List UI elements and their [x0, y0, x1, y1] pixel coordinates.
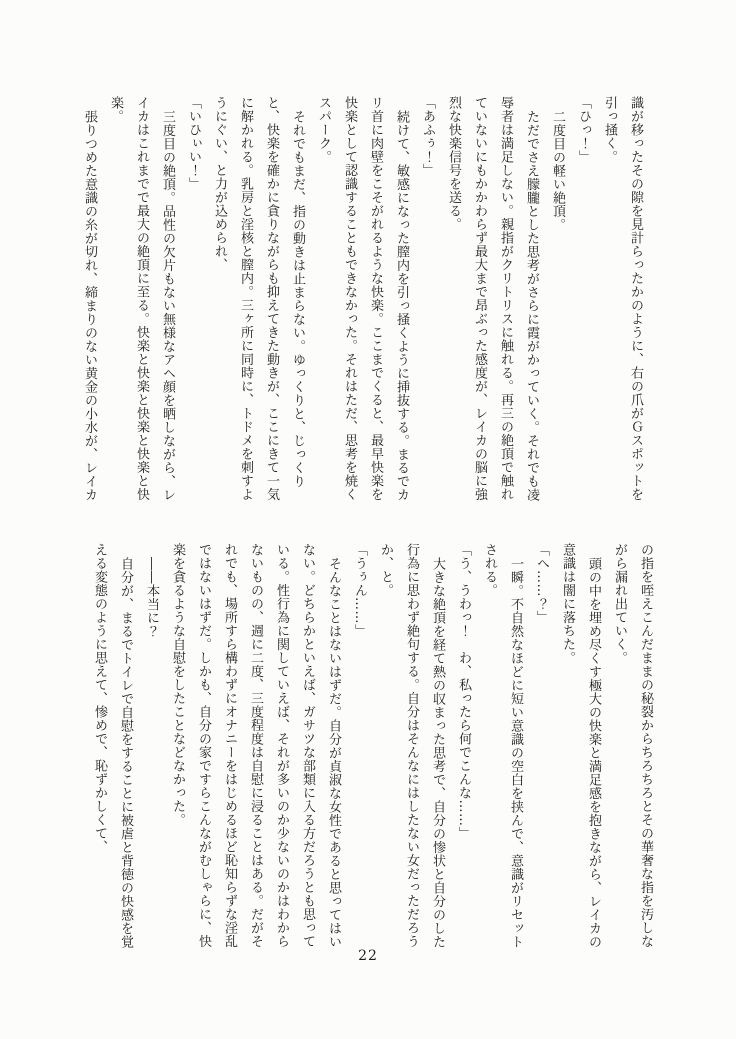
text-line: 自分が、まるでトイレで自慰をすることに被虐と背徳の快感を覚 — [118, 556, 133, 948]
text-line: イカはこれまでで最大の絶頂に至る。快楽と快楽と快楽と快楽と快 — [134, 96, 149, 501]
text-line: 「いひぃい！」 — [186, 96, 201, 191]
text-line: 三度目の絶頂。品性の欠片もない無様なアヘ顔を晒しながら、レ — [160, 109, 175, 501]
text-line: 引っ掻く。 — [602, 96, 617, 164]
text-block-top — [76, 96, 648, 528]
text-line: ただでさえ朦朧とした思考がさらに霞がかっていく。それでも凌 — [524, 109, 539, 501]
text-line: そんなことはないはずだ。自分が貞淑な女性であると思ってはい — [326, 556, 341, 948]
text-line: 烈な快楽信号を送る。 — [446, 96, 461, 231]
text-line: される。 — [482, 543, 497, 597]
text-line: 頭の中を埋め尽くす極大の快楽と満足感を抱きながら、レイカの — [586, 556, 601, 948]
text-line: 「ひっ！」 — [576, 96, 591, 164]
text-line: がら漏れ出ていく。 — [612, 543, 627, 665]
text-line: 「うぅん……」 — [352, 543, 367, 638]
text-line: 一瞬。不自然なほどに短い意識の空白を挟んで、意識がリセット — [508, 556, 523, 948]
text-line: 意識は闇に落ちた。 — [560, 543, 575, 665]
text-line: ない。どちらかといえば、ガサツな部類に入る方だろうとも思って — [300, 543, 315, 948]
text-line: 楽。 — [108, 96, 123, 123]
text-line: 「あふぅ！」 — [420, 96, 435, 177]
text-line: か、と。 — [378, 543, 393, 597]
text-line: ではないはずだ。しかも、自分の家ですらこんながむしゃらに、快 — [196, 543, 211, 948]
text-line: と、快楽を確かに貪りながらも抑えてきた動きが、ここにきて一気 — [264, 96, 279, 501]
text-block-bottom — [86, 543, 658, 975]
text-line: 楽を貪るような自慰をしたことなどなかった。 — [170, 543, 185, 827]
text-line: ていないにもかかわらず最大まで昂ぶった感度が、レイカの脳に強 — [472, 96, 487, 501]
text-line: れでも、場所すら構わずにオナニーをはじめるほど恥知らずな淫乱 — [222, 543, 237, 948]
page-number: 22 — [358, 948, 378, 964]
text-line: 大きな絶頂を経て熱の収まった思考で、自分の惨状と自分のした — [430, 556, 445, 948]
text-line: 「へ……？」 — [534, 543, 549, 624]
text-line: 快楽として認識することもできなかった。それはただ、思考を焼く — [342, 96, 357, 501]
text-line: それでもまだ、指の動きは止まらない。ゆっくりと、じっくり — [290, 109, 305, 488]
text-line: 「う、うわっ！ わ、私ったら何でこんな……」 — [456, 543, 471, 840]
text-line: 辱者は満足しない。親指がクリトリスに触れる。再三の絶頂で触れ — [498, 96, 513, 501]
text-line: いる。性行為に関していえば、それが多いのか少ないのかはわから — [274, 543, 289, 948]
text-line: リ首に肉壁をこそがれるような快楽。ここまでくると、最早快楽を — [368, 96, 383, 501]
text-line: える変態のように思えて、惨めで、恥ずかしくて、 — [92, 543, 107, 854]
text-line: ないものの、週に二度、三度程度は自慰に浸ることはある。だがそ — [248, 543, 263, 948]
text-line: 張りつめた意識の糸が切れ、締まりのない黄金の小水が、レイカ — [82, 109, 97, 501]
text-line: の指を咥えこんだままの秘裂からちろちろとその華奢な指を汚しな — [638, 543, 653, 948]
text-line: ――本当に？ — [144, 556, 159, 638]
text-line: 続けて、敏感になった膣内を引っ掻くように挿抜する。まるでカ — [394, 109, 409, 501]
text-line: 識が移ったその隙を見計らったかのように、右の爪がＧスポットを — [628, 96, 643, 501]
text-line: 行為に思わず絶句する。自分はそんなにはしたない女だっただろう — [404, 543, 419, 948]
text-line: うにぐい、と力が込められ、 — [212, 96, 227, 272]
text-line: に解かれる。乳房と淫核と膣内。三ヶ所に同時に、トドメを刺すよ — [238, 96, 253, 501]
text-line: スパーク。 — [316, 96, 331, 164]
text-line: 二度目の軽い絶頂。 — [550, 109, 565, 231]
